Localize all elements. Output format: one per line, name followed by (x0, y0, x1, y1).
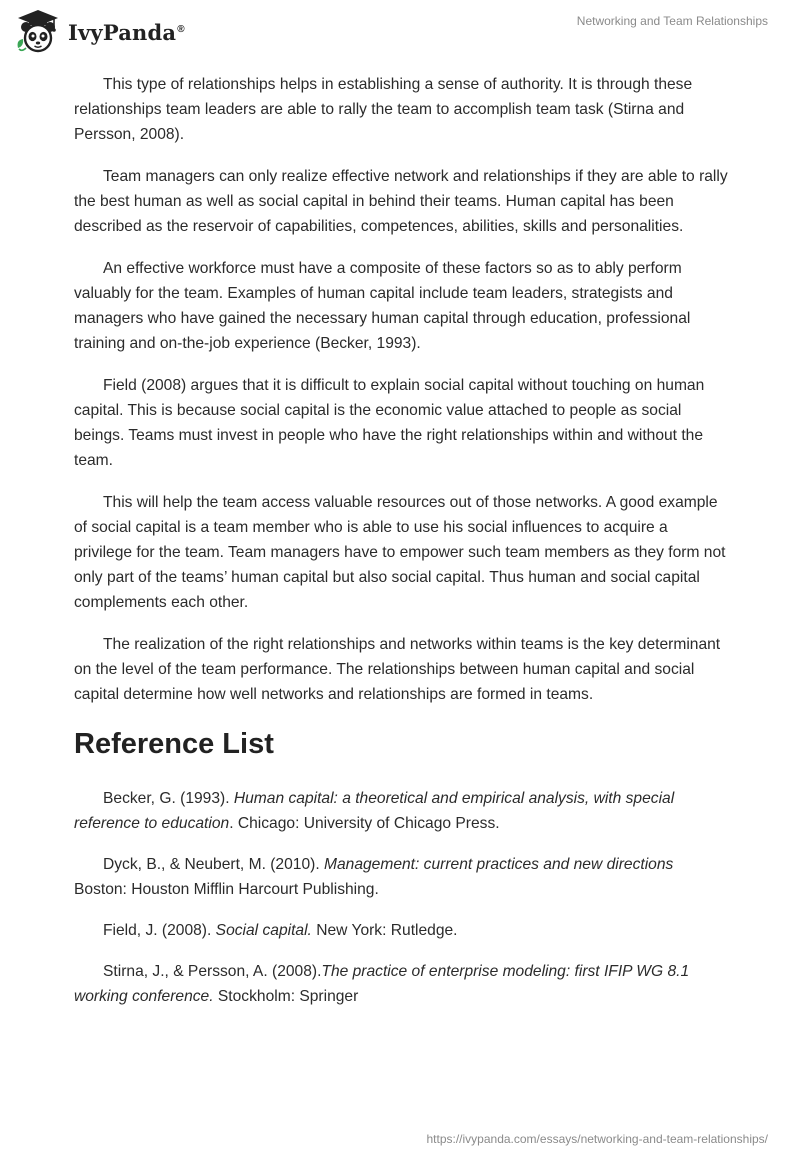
reference-title: The practice of enterprise modeling: first IFIP WG 8.1 working conference. (74, 963, 690, 1005)
reference-publisher: New York: Rutledge. (311, 922, 458, 939)
brand-name: IvyPanda® (68, 19, 185, 45)
paragraph: Field (2008) argues that it is difficult to explain social capital without touching on human capital. This is because social capital is the economic value attached to people as social beings. Teams must invest in people who have the right relationships within and without the team. (74, 377, 705, 469)
reference-item (74, 918, 730, 943)
registered-mark: ® (177, 23, 185, 35)
reference-item (74, 852, 730, 902)
reference-authors: Dyck, B., & Neubert, M. (2010). (103, 856, 324, 873)
ivypanda-logo[interactable] (14, 8, 185, 56)
reference-publisher: Stockholm: Springer (213, 988, 359, 1005)
essay-content (74, 72, 730, 1025)
page-header (0, 0, 800, 70)
paragraph: Team managers can only realize effective network and relationships if they are able to rally the best human as well as social capital in behind their teams. Human capital has been described as the reservoir of capabilities, competences, abilities, skills and personalities. (74, 168, 728, 235)
reference-authors: Becker, G. (1993). (103, 790, 234, 807)
reference-item (74, 786, 730, 836)
paragraph: An effective workforce must have a composite of these factors so as to ably perform valuably for the team. Examples of human capital include team leaders, strategists and managers who have gained the necessary human capital through education, professional training and on-the-job experience (Becker, 1993). (74, 260, 691, 352)
reference-publisher: Boston: Houston Mifflin Harcourt Publishing. (74, 881, 379, 898)
reference-publisher: . Chicago: University of Chicago Press. (229, 815, 500, 832)
paragraph: This will help the team access valuable resources out of those networks. A good example of social capital is a team member who is able to use his social influences to acquire a privilege for the team. Team managers have to empower such team members as they form not only part of the teams’ human capital but also social capital. Thus human and social capital complements each other. (74, 494, 726, 611)
reference-title: Social capital. (215, 922, 312, 939)
reference-list-heading: Reference List (74, 728, 274, 760)
reference-item (74, 959, 730, 1009)
source-url-link[interactable]: https://ivypanda.com/essays/networking-and-team-relationships/ (426, 1132, 768, 1146)
paragraph: This type of relationships helps in establishing a sense of authority. It is through these relationships team leaders are able to rally the team to accomplish team task (Stirna and Persson, 2008). (74, 76, 693, 143)
reference-authors: Field, J. (2008). (103, 922, 216, 939)
reference-authors: Stirna, J., & Persson, A. (2008). (103, 963, 322, 980)
reference-title: Human capital: a theoretical and empirical analysis, with special reference to education (74, 790, 675, 832)
panda-graduate-icon (14, 8, 62, 56)
reference-title: Management: current practices and new directions (324, 856, 674, 873)
document-title: Networking and Team Relationships (576, 14, 768, 28)
paragraph: The realization of the right relationships and networks within teams is the key determinant on the level of the team performance. The relationships between human capital and social capital determine how well networks and relationships are formed in teams. (74, 636, 721, 703)
